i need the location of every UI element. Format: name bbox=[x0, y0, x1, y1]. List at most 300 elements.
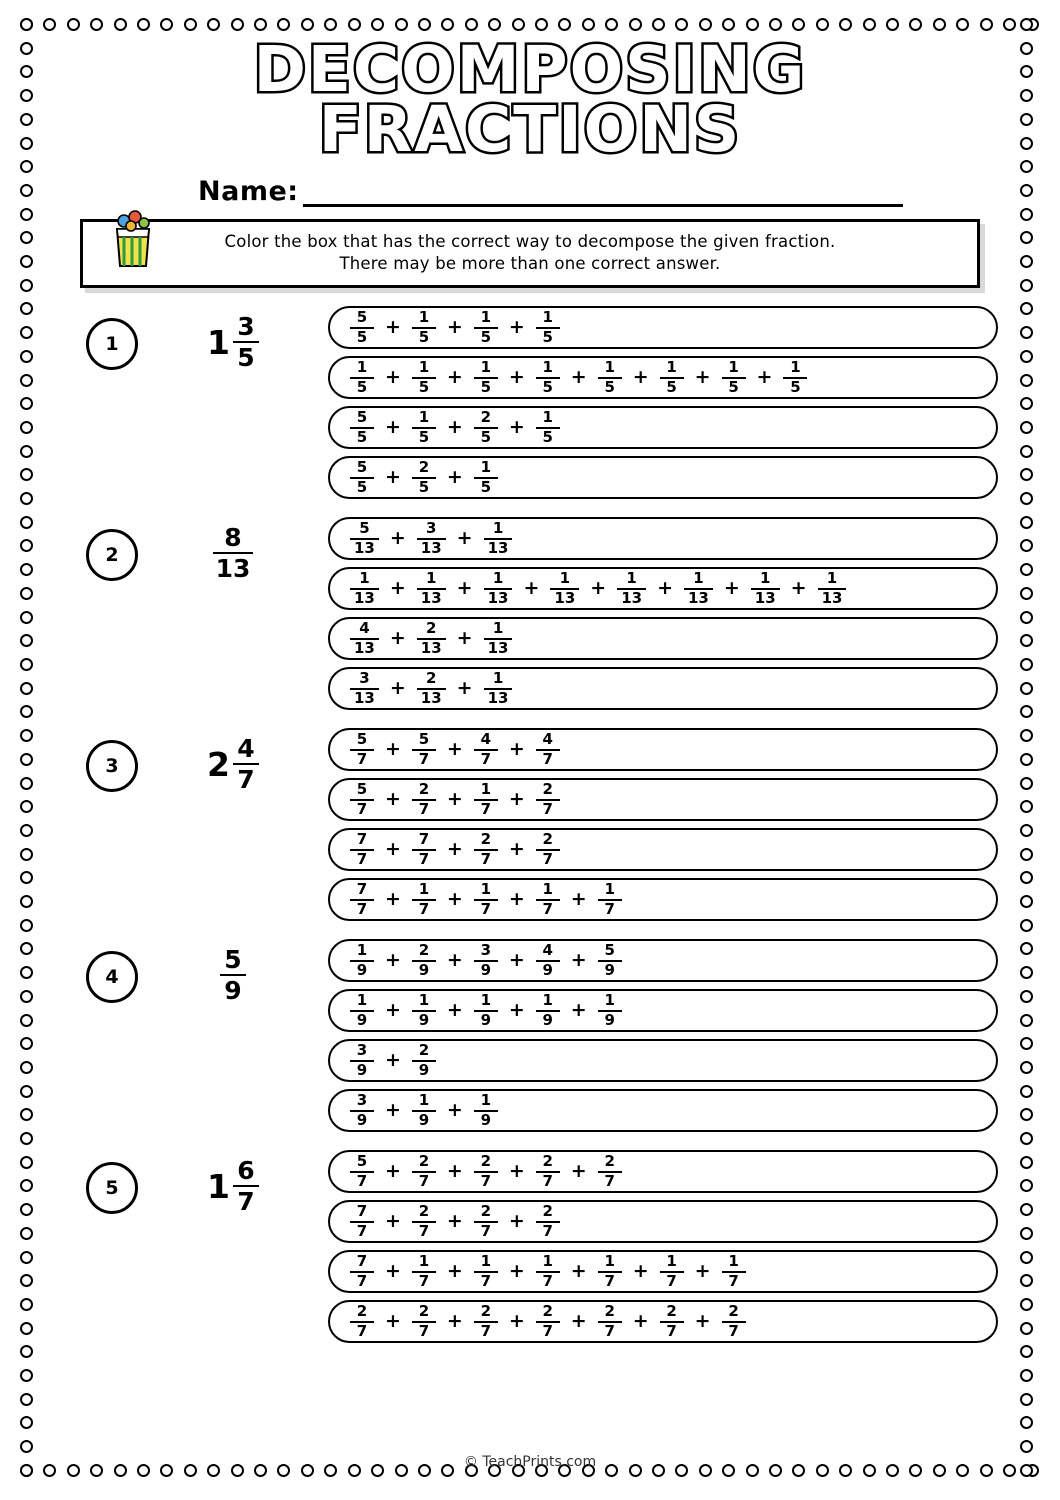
fraction-numerator: 4 bbox=[542, 941, 553, 960]
problem-number: 3 bbox=[86, 740, 138, 792]
fraction-denominator: 5 bbox=[356, 478, 368, 497]
fraction-denominator: 13 bbox=[621, 589, 643, 608]
plus-sign: + bbox=[456, 577, 473, 600]
plus-sign: + bbox=[632, 1310, 649, 1333]
border-dot bbox=[652, 18, 665, 31]
name-label: Name: bbox=[198, 175, 299, 207]
plus-sign: + bbox=[446, 316, 463, 339]
border-dot bbox=[20, 421, 33, 434]
border-dot bbox=[114, 18, 127, 31]
answer-choice-box[interactable] bbox=[328, 617, 998, 660]
fraction-denominator: 9 bbox=[480, 961, 492, 980]
decomposition-expression bbox=[350, 993, 622, 1028]
border-dot bbox=[1020, 1061, 1033, 1074]
border-dot bbox=[1020, 160, 1033, 173]
fraction-numerator: 5 bbox=[418, 730, 430, 749]
fraction-denominator: 7 bbox=[480, 1222, 492, 1241]
fraction-numerator: 1 bbox=[666, 358, 677, 377]
fraction-numerator: 3 bbox=[237, 312, 255, 342]
border-dot bbox=[277, 18, 290, 31]
fraction-denominator: 7 bbox=[728, 1272, 739, 1291]
fraction-denominator: 7 bbox=[728, 1322, 739, 1341]
fraction-numerator: 2 bbox=[542, 1152, 553, 1171]
border-dot bbox=[863, 18, 876, 31]
plus-sign: + bbox=[385, 1310, 401, 1333]
plus-sign: + bbox=[508, 838, 525, 861]
border-dot bbox=[231, 18, 244, 31]
border-dot bbox=[20, 1156, 33, 1169]
plus-sign: + bbox=[723, 577, 740, 600]
fraction bbox=[474, 943, 498, 978]
fraction-denominator: 5 bbox=[604, 378, 615, 397]
given-whole-number: 1 bbox=[207, 1166, 230, 1206]
border-dot bbox=[20, 1085, 33, 1098]
problem-row bbox=[58, 1150, 1002, 1343]
border-dot bbox=[20, 18, 33, 31]
border-dot bbox=[699, 18, 712, 31]
fraction bbox=[213, 523, 254, 584]
border-dot bbox=[1020, 184, 1033, 197]
border-dot bbox=[20, 160, 33, 173]
decomposition-expression bbox=[350, 460, 498, 495]
border-dot bbox=[137, 18, 150, 31]
plus-sign: + bbox=[570, 1310, 587, 1333]
fraction-denominator: 9 bbox=[356, 1061, 368, 1080]
fraction-numerator: 2 bbox=[542, 830, 553, 849]
answer-choice-box[interactable] bbox=[328, 778, 998, 821]
border-dot bbox=[20, 1369, 33, 1382]
decomposition-expression bbox=[350, 621, 512, 656]
given-fraction bbox=[138, 523, 328, 583]
answer-choice-box[interactable] bbox=[328, 1150, 998, 1193]
border-dot bbox=[1020, 563, 1033, 576]
fraction bbox=[412, 1154, 436, 1189]
fraction-numerator: 2 bbox=[426, 669, 437, 688]
border-dot bbox=[20, 89, 33, 102]
border-dot bbox=[1020, 65, 1033, 78]
fraction bbox=[722, 360, 746, 395]
answer-choice-box[interactable] bbox=[328, 306, 998, 349]
fraction-numerator: 2 bbox=[666, 1302, 677, 1321]
border-dot bbox=[20, 682, 33, 695]
border-dot bbox=[1020, 800, 1033, 813]
fraction-denominator: 5 bbox=[728, 378, 739, 397]
answer-choice-box[interactable] bbox=[328, 1089, 998, 1132]
decomposition-expression bbox=[350, 732, 560, 767]
fraction bbox=[350, 410, 374, 445]
border-dot bbox=[1020, 1227, 1033, 1240]
border-dot bbox=[746, 18, 759, 31]
border-dot bbox=[20, 990, 33, 1003]
border-dot bbox=[1020, 1345, 1033, 1358]
problem-row bbox=[58, 939, 1002, 1132]
fraction-numerator: 4 bbox=[480, 730, 492, 749]
border-dot bbox=[20, 279, 33, 292]
fraction bbox=[417, 671, 446, 706]
fraction-numerator: 1 bbox=[480, 991, 492, 1010]
fraction-numerator: 1 bbox=[480, 458, 492, 477]
border-dot bbox=[395, 18, 408, 31]
fraction bbox=[233, 312, 259, 373]
fraction bbox=[536, 1154, 560, 1189]
border-dot bbox=[1020, 705, 1033, 718]
plus-sign: + bbox=[508, 1260, 525, 1283]
border-dot bbox=[512, 18, 525, 31]
plus-sign: + bbox=[385, 1260, 401, 1283]
border-dot bbox=[1020, 919, 1033, 932]
plus-sign: + bbox=[385, 416, 401, 439]
fraction bbox=[474, 782, 498, 817]
fraction bbox=[412, 943, 436, 978]
border-dot bbox=[1020, 1108, 1033, 1121]
fraction bbox=[412, 360, 436, 395]
border-dot bbox=[1020, 1014, 1033, 1027]
fraction bbox=[417, 521, 446, 556]
border-dot bbox=[1020, 1132, 1033, 1145]
footer-copyright: © TeachPrints.com bbox=[463, 1454, 597, 1470]
answer-choices bbox=[328, 306, 1002, 499]
border-dot bbox=[1020, 1369, 1033, 1382]
fraction-numerator: 5 bbox=[356, 780, 368, 799]
answer-choice-box[interactable] bbox=[328, 456, 998, 499]
border-dot bbox=[1020, 1179, 1033, 1192]
border-dot bbox=[20, 1227, 33, 1240]
border-dot bbox=[1020, 753, 1033, 766]
border-dot bbox=[956, 18, 969, 31]
fraction bbox=[536, 882, 560, 917]
answer-choice-box[interactable] bbox=[328, 667, 998, 710]
border-dot bbox=[792, 18, 805, 31]
border-dot bbox=[886, 18, 899, 31]
fraction-denominator: 7 bbox=[356, 800, 368, 819]
border-dot bbox=[1020, 1322, 1033, 1335]
fraction-numerator: 1 bbox=[480, 880, 492, 899]
fraction-numerator: 3 bbox=[356, 1091, 368, 1110]
border-dot bbox=[675, 18, 688, 31]
plus-sign: + bbox=[446, 1210, 463, 1233]
fraction-denominator: 7 bbox=[604, 1172, 615, 1191]
fraction-numerator: 1 bbox=[418, 880, 430, 899]
fraction-numerator: 1 bbox=[359, 569, 370, 588]
fraction-numerator: 1 bbox=[604, 880, 615, 899]
fraction bbox=[484, 571, 513, 606]
fraction-denominator: 7 bbox=[542, 800, 553, 819]
answer-choice-box[interactable] bbox=[328, 1039, 998, 1082]
fraction-denominator: 5 bbox=[356, 428, 368, 447]
fraction bbox=[598, 1304, 622, 1339]
border-dot bbox=[465, 18, 478, 31]
border-dot bbox=[1020, 942, 1033, 955]
fraction bbox=[412, 732, 436, 767]
plus-sign: + bbox=[446, 1260, 463, 1283]
fraction-denominator: 7 bbox=[356, 1222, 368, 1241]
plus-sign: + bbox=[508, 316, 525, 339]
answer-choice-box[interactable] bbox=[328, 878, 998, 921]
page-title-line2: FRACTIONS bbox=[318, 92, 742, 166]
fraction bbox=[474, 410, 498, 445]
fraction-numerator: 3 bbox=[426, 519, 437, 538]
fraction bbox=[350, 571, 379, 606]
fraction-denominator: 13 bbox=[354, 639, 375, 658]
fraction bbox=[412, 1093, 436, 1128]
fraction bbox=[474, 310, 498, 345]
border-dot bbox=[20, 492, 33, 505]
fraction-numerator: 2 bbox=[480, 1152, 492, 1171]
fraction-denominator: 13 bbox=[420, 539, 442, 558]
fraction-numerator: 2 bbox=[418, 1041, 430, 1060]
border-dot bbox=[488, 18, 501, 31]
border-dot bbox=[20, 895, 33, 908]
fraction-numerator: 1 bbox=[728, 358, 739, 377]
border-dot bbox=[20, 1416, 33, 1429]
border-dot bbox=[535, 18, 548, 31]
plus-sign: + bbox=[446, 416, 463, 439]
border-dot bbox=[20, 516, 33, 529]
plus-sign: + bbox=[446, 1310, 463, 1333]
fraction bbox=[417, 571, 446, 606]
fraction bbox=[412, 782, 436, 817]
plus-sign: + bbox=[570, 949, 587, 972]
border-dot bbox=[1020, 1393, 1033, 1406]
fraction bbox=[412, 1204, 436, 1239]
fraction bbox=[350, 360, 374, 395]
border-dot bbox=[629, 18, 642, 31]
fraction-numerator: 3 bbox=[359, 669, 370, 688]
border-dot bbox=[980, 18, 993, 31]
fraction-denominator: 7 bbox=[418, 1322, 430, 1341]
plus-sign: + bbox=[508, 999, 525, 1022]
plus-sign: + bbox=[389, 627, 406, 650]
fraction-denominator: 7 bbox=[480, 900, 492, 919]
border-dot bbox=[20, 777, 33, 790]
fraction-numerator: 1 bbox=[604, 1252, 615, 1271]
answer-choice-box[interactable] bbox=[328, 1200, 998, 1243]
fraction-denominator: 7 bbox=[480, 750, 492, 769]
border-dot bbox=[582, 18, 595, 31]
border-dot bbox=[20, 397, 33, 410]
plus-sign: + bbox=[389, 577, 406, 600]
decomposition-expression bbox=[350, 1254, 746, 1289]
answer-choices bbox=[328, 728, 1002, 921]
fraction bbox=[412, 993, 436, 1028]
plus-sign: + bbox=[385, 949, 401, 972]
answer-choice-box[interactable] bbox=[328, 406, 998, 449]
fraction-denominator: 5 bbox=[542, 378, 553, 397]
fraction-denominator: 7 bbox=[542, 900, 553, 919]
fraction-denominator: 5 bbox=[237, 343, 255, 373]
fraction-numerator: 1 bbox=[356, 991, 368, 1010]
fraction-denominator: 5 bbox=[790, 378, 801, 397]
plus-sign: + bbox=[756, 366, 773, 389]
fraction bbox=[783, 360, 807, 395]
fraction-denominator: 13 bbox=[354, 589, 375, 608]
fraction-numerator: 1 bbox=[492, 569, 504, 588]
fraction-denominator: 7 bbox=[542, 1172, 553, 1191]
answer-choice-box[interactable] bbox=[328, 989, 998, 1032]
fraction bbox=[536, 310, 560, 345]
decomposition-expression bbox=[350, 1304, 746, 1339]
border-dots-top bbox=[20, 18, 1040, 31]
border-dot bbox=[20, 966, 33, 979]
fraction-numerator: 1 bbox=[418, 408, 430, 427]
fraction-denominator: 13 bbox=[420, 689, 442, 708]
fraction-denominator: 7 bbox=[237, 1187, 255, 1217]
fraction-numerator: 3 bbox=[356, 1041, 368, 1060]
plus-sign: + bbox=[657, 577, 673, 600]
fraction bbox=[598, 1254, 622, 1289]
fraction-numerator: 2 bbox=[418, 941, 430, 960]
fraction-denominator: 7 bbox=[418, 800, 430, 819]
fraction bbox=[350, 943, 374, 978]
border-dot bbox=[1020, 1037, 1033, 1050]
fraction-numerator: 2 bbox=[418, 1152, 430, 1171]
fraction-numerator: 1 bbox=[693, 569, 704, 588]
fraction-numerator: 4 bbox=[237, 734, 255, 764]
border-dot bbox=[1020, 966, 1033, 979]
plus-sign: + bbox=[385, 1099, 401, 1122]
fraction-denominator: 7 bbox=[480, 1322, 492, 1341]
border-dot bbox=[1020, 895, 1033, 908]
border-dot bbox=[20, 658, 33, 671]
fraction-denominator: 7 bbox=[356, 1272, 368, 1291]
plus-sign: + bbox=[446, 838, 463, 861]
plus-sign: + bbox=[446, 1160, 463, 1183]
border-dot bbox=[1020, 990, 1033, 1003]
fraction-numerator: 5 bbox=[359, 519, 370, 538]
fraction bbox=[412, 410, 436, 445]
border-dot bbox=[20, 753, 33, 766]
border-dot bbox=[20, 1322, 33, 1335]
plus-sign: + bbox=[590, 577, 607, 600]
fraction bbox=[536, 1304, 560, 1339]
plus-sign: + bbox=[385, 838, 401, 861]
fraction bbox=[350, 310, 374, 345]
fraction bbox=[412, 882, 436, 917]
fraction-numerator: 1 bbox=[480, 308, 492, 327]
plus-sign: + bbox=[694, 1260, 711, 1283]
fraction bbox=[617, 571, 646, 606]
plus-sign: + bbox=[385, 366, 401, 389]
border-dot bbox=[558, 18, 571, 31]
fraction-numerator: 1 bbox=[492, 669, 504, 688]
fraction bbox=[474, 882, 498, 917]
fraction bbox=[350, 1043, 374, 1078]
fraction bbox=[474, 1254, 498, 1289]
answer-choice-box[interactable] bbox=[328, 939, 998, 982]
fraction-numerator: 1 bbox=[480, 1252, 492, 1271]
fraction-numerator: 1 bbox=[480, 358, 492, 377]
border-dot bbox=[1020, 777, 1033, 790]
fraction-numerator: 2 bbox=[480, 408, 492, 427]
fraction-numerator: 5 bbox=[356, 1152, 368, 1171]
fraction-numerator: 1 bbox=[559, 569, 571, 588]
name-input[interactable] bbox=[303, 178, 903, 207]
fraction bbox=[350, 882, 374, 917]
border-dot bbox=[1020, 42, 1033, 55]
border-dot bbox=[1020, 1464, 1033, 1477]
plus-sign: + bbox=[508, 1160, 525, 1183]
plus-sign: + bbox=[456, 677, 473, 700]
border-dot bbox=[20, 445, 33, 458]
border-dot bbox=[722, 18, 735, 31]
fraction-denominator: 5 bbox=[542, 328, 553, 347]
answer-choice-box[interactable] bbox=[328, 1300, 998, 1343]
plus-sign: + bbox=[385, 316, 401, 339]
border-dot bbox=[20, 137, 33, 150]
plus-sign: + bbox=[523, 577, 540, 600]
border-dot bbox=[90, 18, 103, 31]
border-dot bbox=[20, 113, 33, 126]
plus-sign: + bbox=[446, 738, 463, 761]
border-dot bbox=[1020, 871, 1033, 884]
given-whole-number: 1 bbox=[207, 322, 230, 362]
fraction-denominator: 7 bbox=[418, 900, 430, 919]
fraction-numerator: 2 bbox=[728, 1302, 739, 1321]
plus-sign: + bbox=[508, 738, 525, 761]
decomposition-expression bbox=[350, 1043, 436, 1078]
fraction-denominator: 13 bbox=[554, 589, 576, 608]
fraction bbox=[536, 732, 560, 767]
answer-choice-box[interactable] bbox=[328, 567, 998, 610]
plus-sign: + bbox=[508, 1310, 525, 1333]
border-dot bbox=[20, 539, 33, 552]
border-dot bbox=[20, 255, 33, 268]
fraction-denominator: 7 bbox=[418, 1222, 430, 1241]
answer-choice-box[interactable] bbox=[328, 728, 998, 771]
fraction-numerator: 2 bbox=[418, 458, 430, 477]
plus-sign: + bbox=[508, 949, 525, 972]
fraction bbox=[536, 832, 560, 867]
fraction-denominator: 13 bbox=[487, 589, 509, 608]
fraction-denominator: 9 bbox=[356, 1111, 368, 1130]
answer-choice-box[interactable] bbox=[328, 517, 998, 560]
fraction-numerator: 7 bbox=[356, 1252, 368, 1271]
fraction-numerator: 1 bbox=[542, 358, 553, 377]
fraction bbox=[751, 571, 780, 606]
answer-choice-box[interactable] bbox=[328, 828, 998, 871]
fraction bbox=[660, 360, 684, 395]
plus-sign: + bbox=[570, 999, 587, 1022]
fraction-denominator: 7 bbox=[356, 1172, 368, 1191]
fraction bbox=[233, 734, 259, 795]
plus-sign: + bbox=[508, 366, 525, 389]
fraction bbox=[484, 621, 513, 656]
fraction-denominator: 7 bbox=[418, 1272, 430, 1291]
fraction-denominator: 13 bbox=[487, 689, 509, 708]
fraction bbox=[412, 460, 436, 495]
fraction-numerator: 1 bbox=[418, 358, 430, 377]
border-dot bbox=[301, 18, 314, 31]
border-dot bbox=[1020, 539, 1033, 552]
fraction-denominator: 9 bbox=[542, 961, 553, 980]
answer-choice-box[interactable] bbox=[328, 1250, 998, 1293]
fraction-numerator: 2 bbox=[604, 1302, 615, 1321]
decomposition-expression bbox=[350, 943, 622, 978]
border-dot bbox=[20, 611, 33, 624]
fraction-denominator: 13 bbox=[687, 589, 709, 608]
fraction-numerator: 7 bbox=[356, 880, 368, 899]
fraction bbox=[550, 571, 579, 606]
border-dot bbox=[1020, 255, 1033, 268]
decomposition-expression bbox=[350, 360, 807, 395]
fraction bbox=[598, 943, 622, 978]
border-dot bbox=[839, 18, 852, 31]
answer-choice-box[interactable] bbox=[328, 356, 998, 399]
plus-sign: + bbox=[446, 999, 463, 1022]
border-dot bbox=[418, 18, 431, 31]
plus-sign: + bbox=[508, 888, 525, 911]
fraction bbox=[474, 1154, 498, 1189]
